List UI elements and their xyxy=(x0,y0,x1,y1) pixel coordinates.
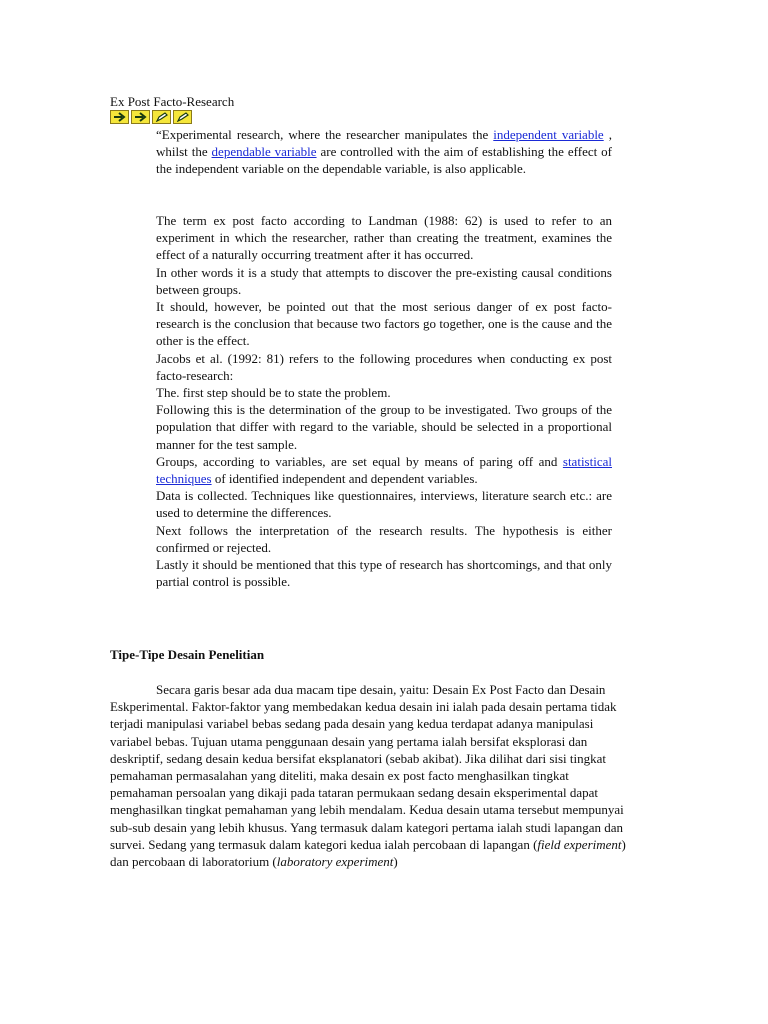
paragraph-text: of identified independent and dependent variables. xyxy=(211,471,478,487)
laboratory-experiment-term: laboratory experiment xyxy=(276,854,394,870)
quote-text: “Experimental research, where the researcher manipulates the xyxy=(156,127,494,142)
paragraph: Next follows the interpretation of the research results. The hypothesis is either confirmed or rejected. xyxy=(156,522,612,555)
body-text-block xyxy=(156,212,612,590)
quote-text: , whilst the xyxy=(156,127,612,160)
statistical-techniques-link[interactable]: statistical techniques xyxy=(156,453,612,487)
paragraph: Lastly it should be mentioned that this type of research has shortcomings, and that only partial control is possible. xyxy=(156,557,612,590)
independent-variable-link[interactable]: independent variable xyxy=(493,127,604,142)
paragraph: Jacobs et al. (1992: 81) refers to the following procedures when conducting ex post facto-research: xyxy=(156,350,612,383)
paragraph: It should, however, be pointed out that the most serious danger of ex post facto-research is the conclusion that because two factors go together, one is the cause and the other is the effect. xyxy=(156,299,612,349)
quote-block xyxy=(156,126,612,178)
arrow-right-icon[interactable] xyxy=(131,110,150,124)
section-text: ) dan percobaan di laboratorium ( xyxy=(110,836,626,870)
paragraph: The. first step should be to state the problem. xyxy=(156,385,391,401)
section-text: ) xyxy=(393,854,398,870)
paragraph: Data is collected. Techniques like questionnaires, interviews, literature search etc.: are used to determine the differences. xyxy=(156,488,612,521)
section-text: Secara garis besar ada dua macam tipe desain, yaitu: Desain Ex Post Facto dan Desain Eskperimental. Faktor-faktor yang membedakan kedua desain ini ialah pada desain pertama tidak terjadi manipulasi variabel bebas sedang pada desain yang kedua terdapat adanya manipulasi variabel bebas. Tujuan utama penggunaan desain yang pertama ialah bersifat eksplorasi dan deskriptif, sedang desain kedua bersifat eksplanatori (sebab akibat). Jika dilihat dari sisi tingkat pemahaman permasalahan yang diteliti, maka desain ex post facto menghasilkan tingkat pemahaman persoalan yang dikaji pada tataran permukaan sedang desain eksperimental dapat menghasilkan tingkat pemahaman yang lebih mendalam. Kedua desain utama tersebut mempunyai sub-sub desain yang lebih khusus. Yang termasuk dalam kategori pertama ialah studi lapangan dan survei. Sedang yang termasuk dalam kategori kedua ialah percobaan di lapangan ( xyxy=(110,682,624,852)
field-experiment-term: field experiment xyxy=(537,836,622,852)
paragraph: Following this is the determination of the group to be investigated. Two groups of the population that differ with regard to the variable, should be selected in a proportional manner for the test sample. xyxy=(156,402,612,452)
dependable-variable-link[interactable]: dependable variable xyxy=(211,144,317,160)
arrow-right-icon[interactable] xyxy=(110,110,129,124)
pencil-icon[interactable] xyxy=(152,110,171,124)
quote-text: are controlled with the aim of establishing the effect of the independent variable on the dependable variable, is also applicable. xyxy=(156,144,612,177)
section-body xyxy=(110,681,626,870)
paragraph xyxy=(156,453,612,487)
pencil-icon[interactable] xyxy=(173,110,192,124)
paragraph-text: Groups, according to variables, are set equal by means of paring off and xyxy=(156,453,563,469)
paragraph: The term ex post facto according to Landman (1988: 62) is used to refer to an experiment in which the researcher, rather than creating the treatment, examines the effect of a naturally occurring treatment after it has occurred. xyxy=(156,213,612,263)
document-title: Ex Post Facto-Research xyxy=(110,94,235,109)
icon-toolbar xyxy=(110,110,192,124)
section-paragraph xyxy=(110,681,626,870)
paragraph: In other words it is a study that attempts to discover the pre-existing causal conditions between groups. xyxy=(156,264,612,297)
quote-paragraph xyxy=(156,126,612,178)
section-heading: Tipe-Tipe Desain Penelitian xyxy=(110,647,265,662)
